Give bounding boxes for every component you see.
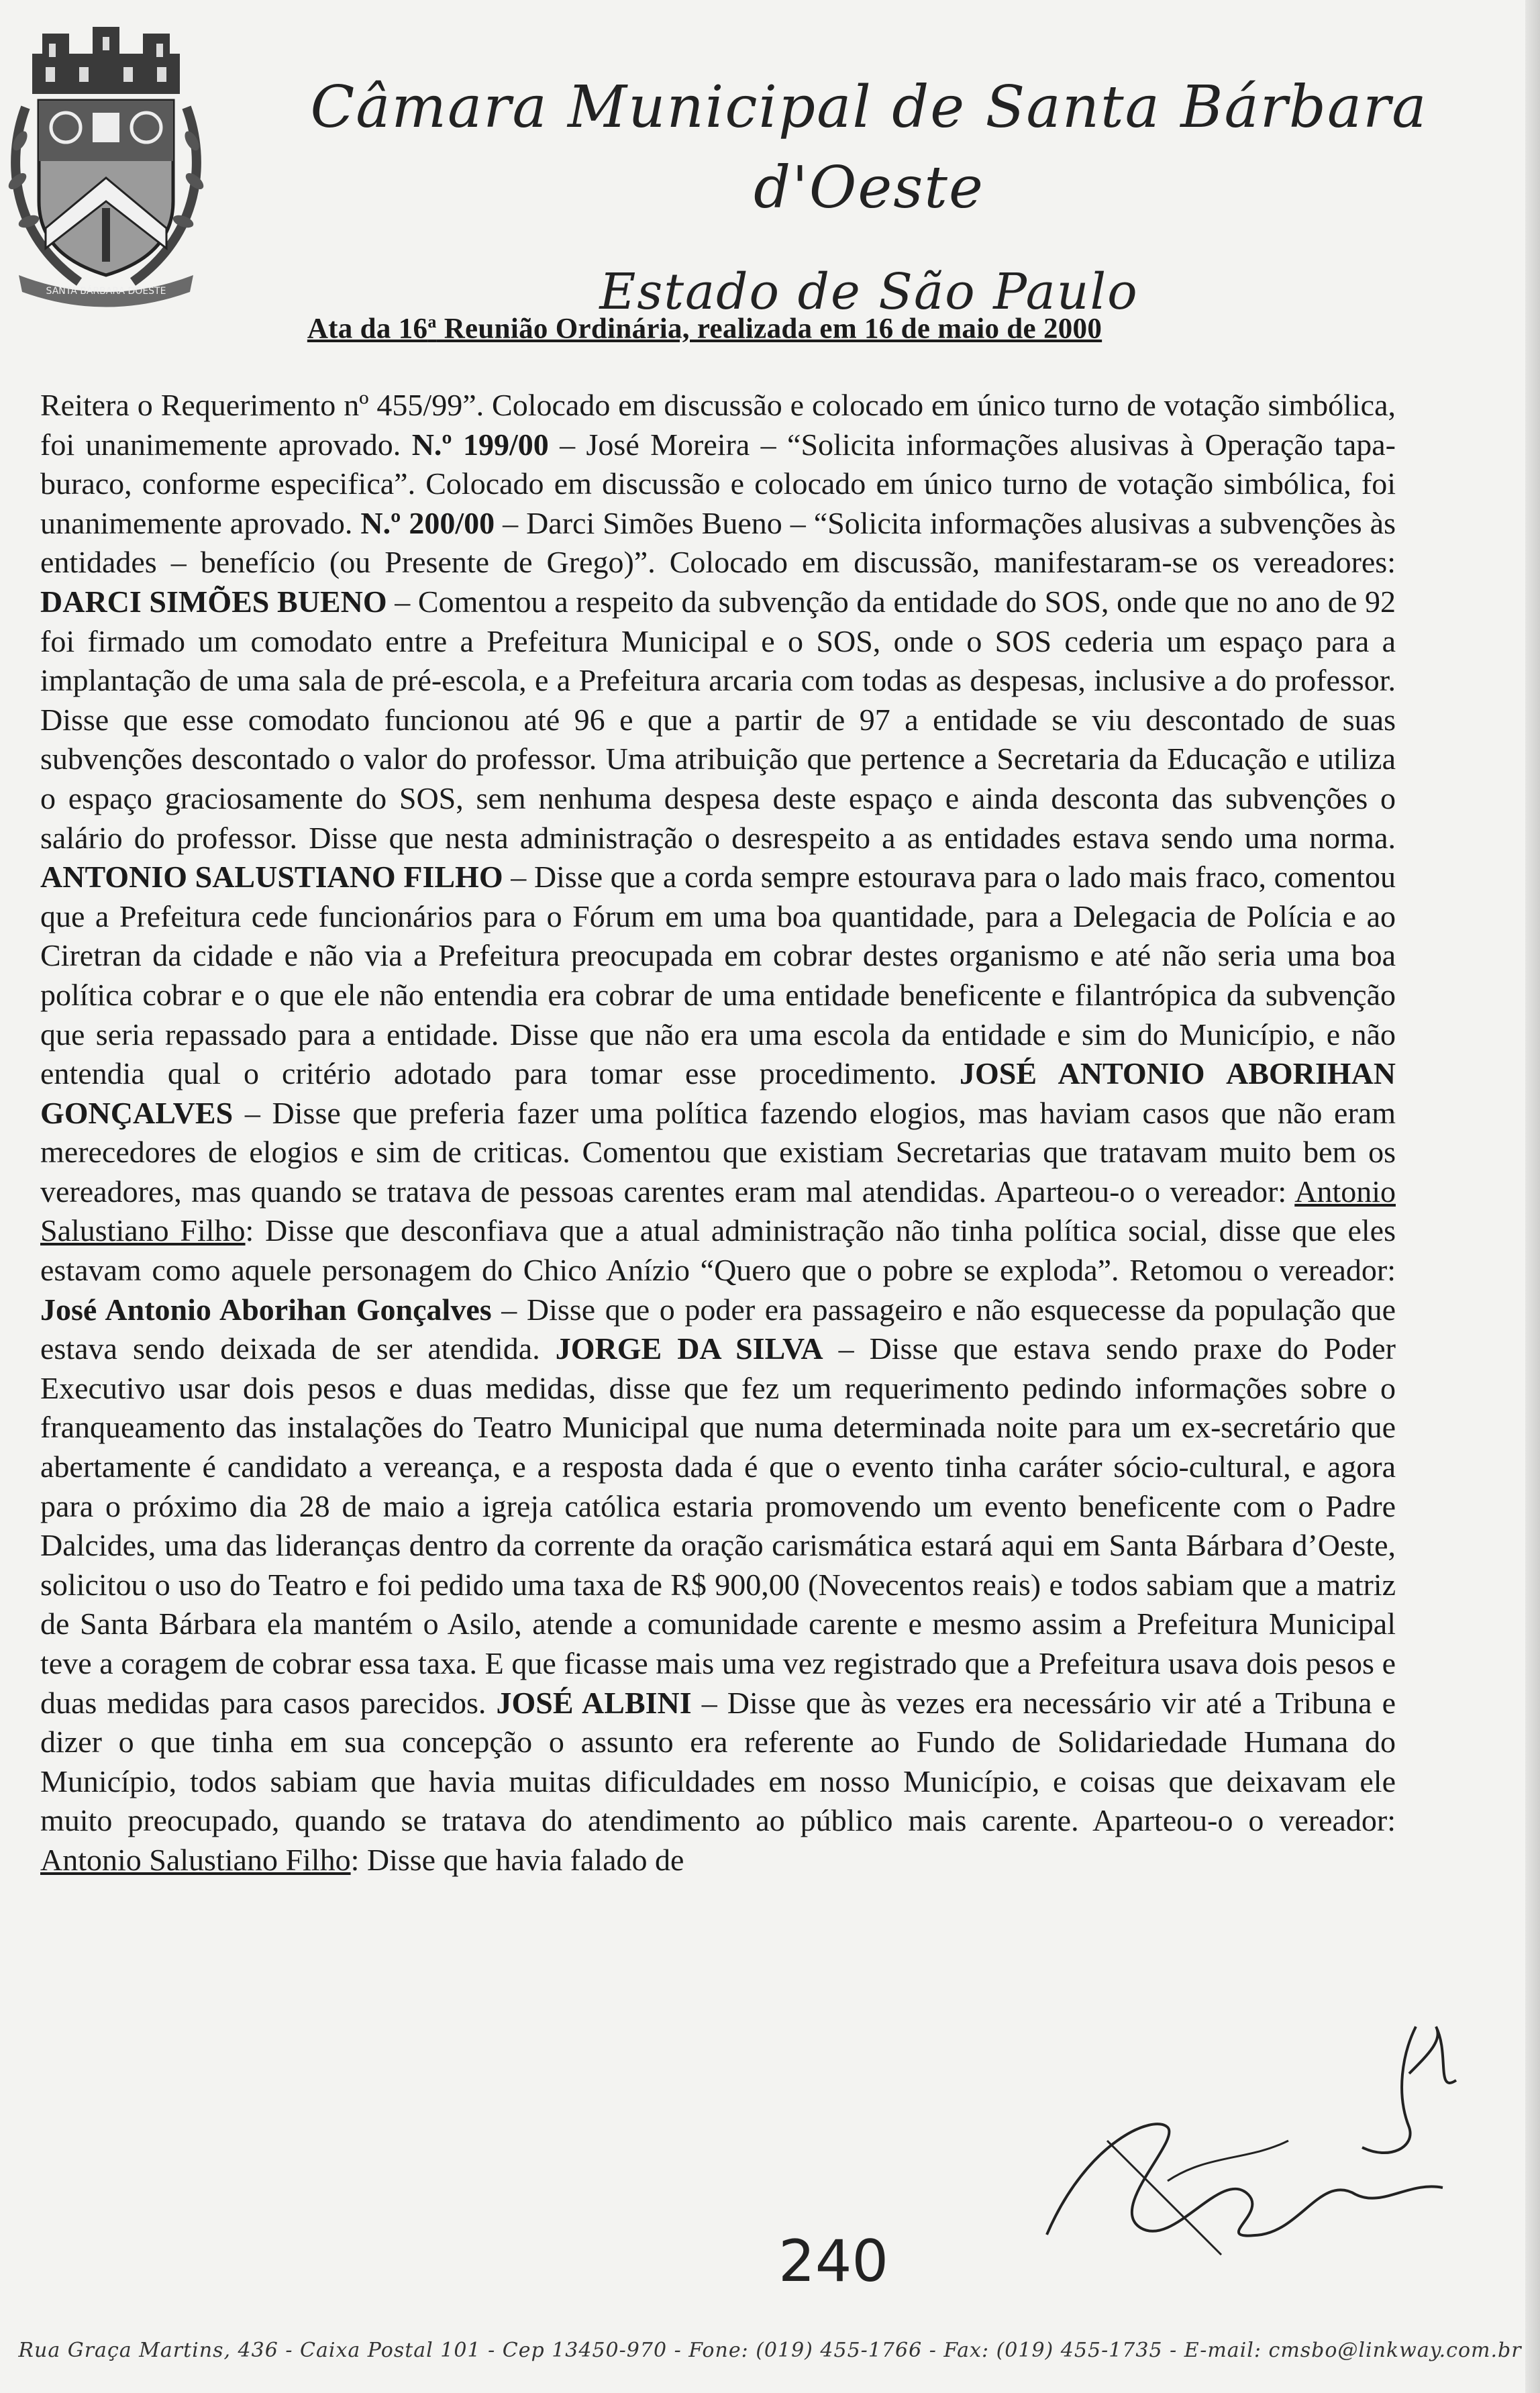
text-segment: Reitera o Requerimento nº 455/99”. Colocado em discussão e colocado em único turno de votação simbólica, foi unanimemente aprovado. — [40, 388, 1396, 462]
handwritten-signature — [1007, 2100, 1476, 2275]
minutes-body — [40, 386, 1396, 1880]
aparte-speaker-name: Antonio Salustiano Filho — [40, 1842, 351, 1877]
letterhead — [221, 67, 1517, 329]
footer-address: Rua Graça Martins, 436 - Caixa Postal 101 - Cep 13450-970 - Fone: (019) 455-1766 - Fax: (019) 455-1735 - E-mail: cmsbo@linkway.com.br — [18, 2339, 1522, 2362]
text-segment: – Darci Simões Bueno – “Solicita informações alusivas a subvenções às entidades – benefício (ou Presente de Grego)”. Colocado em discussão, manifestaram-se os vereadores — [40, 505, 1396, 580]
letterhead-state: Estado de São Paulo — [599, 263, 1139, 321]
letterhead-chamber-name: Câmara Municipal de Santa Bárbara d'Oeste — [310, 74, 1428, 221]
title-prefix: Ata da 16 — [307, 313, 428, 345]
text-segment: : Disse que havia falado de — [350, 1842, 684, 1877]
page-edge — [1525, 0, 1540, 2393]
title-suffix: Reunião Ordinária, realizada em 16 de maio de 2000 — [436, 313, 1102, 345]
text-segment: – Disse que às vezes era necessário vir até a Tribuna e dizer o que tinha em sua concepção o assunto era referente ao Fundo de Solidariedade Humana do Município, todos sabiam que havia muitas dificuldades em nosso Município, e coisas que deixavam ele muito preocupado, quando se tratava do atendimento ao público mais carente. Aparteou-o o vereador: — [40, 1685, 1396, 1838]
speaker-name: JOSÉ ALBINI — [496, 1685, 692, 1720]
title-ordinal-sup: a — [427, 312, 437, 332]
text-segment: – Disse que estava sendo praxe do Poder Executivo usar dois pesos e duas medidas, disse que fez um requerimento pedindo informações sobre o franqueamento das instalações do Teatro Municipal que numa determinada noite para um ex-secretário que abertamente é candidato a vereança, e a resposta dada é que o evento tinha caráter sócio-cultural, e agora para o próximo dia 28 de maio a igreja católica estaria promovendo um evento beneficente com o Padre Dalcides, uma das lideranças dentro da corrente da oração carismática estará aqui em Santa Bárbara d’Oeste, solicitou o uso do Teatro e foi pedido uma taxa de R$ 900,00 (Novecentos reais) e todos sabiam que a matriz de Santa Bárbara ela mantém o Asilo, atende a comunidade carente e mesmo assim a Prefeitura Municipal teve a coragem de cobrar essa taxa. E que ficasse mais uma vez registrado que a Prefeitura usava dois pesos e duas medidas para casos parecidos. — [40, 1331, 1396, 1720]
municipal-crest-logo — [5, 27, 207, 309]
speaker-name: José Antonio Aborihan Gonçalves — [40, 1292, 492, 1327]
aparte-speaker-name: Antonio Salustiano Filho — [40, 1174, 1396, 1248]
speaker-name: ANTONIO SALUSTIANO FILHO — [40, 860, 503, 895]
text-segment: – Disse que a corda sempre estourava para o lado mais fraco, comentou que a Prefeitura cede funcionários para o Fórum em uma boa quantidade, para a Delegacia de Polícia e ao Ciretran da cidade e não via a Prefeitura preocupada em cobrar destes organismo e até não seria uma boa política cobrar e o que ele não entendia era cobrar de uma entidade beneficente e filantrópica da subvenção que seria repassado para a entidade. Disse que não era uma escola da entidade e sim do Município, e não entendia qual o critério adotado para tomar esse procedimento. — [40, 860, 1396, 1091]
document-title — [221, 312, 1188, 345]
text-segment: : Disse que desconfiava que a atual administração não tinha política social, disse que eles estavam como aquele personagem do Chico Anízio “Quero que o pobre se exploda”. Retomou o vereador: — [40, 1213, 1396, 1288]
text-segment: – Disse que preferia fazer uma política fazendo elogios, mas haviam casos que não eram merecedores de elogios e sim de criticas. Comentou que existiam Secretarias que tratavam muito bem os vereadores, mas quando se tratava de pessoas carentes eram mal atendidas. Aparteou-o o vereador: — [40, 1095, 1396, 1209]
speaker-name: DARCI SIMÕES BUENO — [40, 584, 387, 619]
page-number: 240 — [778, 2228, 889, 2295]
speaker-name: JOSÉ ANTONIO ABORIHAN GONÇALVES — [40, 1056, 1396, 1130]
text-segment: – Disse que o poder era passageiro e não esquecesse da população que estava sendo deixada de ser atendida. — [40, 1292, 1396, 1366]
text-segment: : — [1387, 545, 1396, 580]
text-segment: – José Moreira – “Solicita informações alusivas à Operação tapa-buraco, conforme especifica”. Colocado em discussão e colocado em único turno de votação simbólica, foi unanimemente aprovado. — [40, 427, 1396, 540]
svg-text:SANTA BÁRBARA DOESTE: SANTA BÁRBARA DOESTE — [46, 286, 166, 297]
bold-request-number: N.º 199/00 — [411, 427, 549, 462]
bold-request-number: N.º 200/00 — [360, 505, 495, 540]
speaker-name: JORGE DA SILVA — [555, 1331, 823, 1366]
text-segment: – Comentou a respeito da subvenção da entidade do SOS, onde que no ano de 92 foi firmado um comodato entre a Prefeitura Municipal e o SOS, onde o SOS cederia um espaço para a implantação de uma sala de pré-escola, e a Prefeitura arcaria com todas as despesas, inclusive a do professor. Disse que esse comodato funcionou até 96 e que a partir de 97 a entidade se viu descontado de suas subvenções descontado o valor do professor. Uma atribuição que pertence a Secretaria da Educação e utiliza o espaço graciosamente do SOS, sem nenhuma despesa deste espaço e ainda desconta das subvenções o salário do professor. Disse que nesta administração o desrespeito a as entidades estava sendo uma norma. — [40, 584, 1396, 855]
